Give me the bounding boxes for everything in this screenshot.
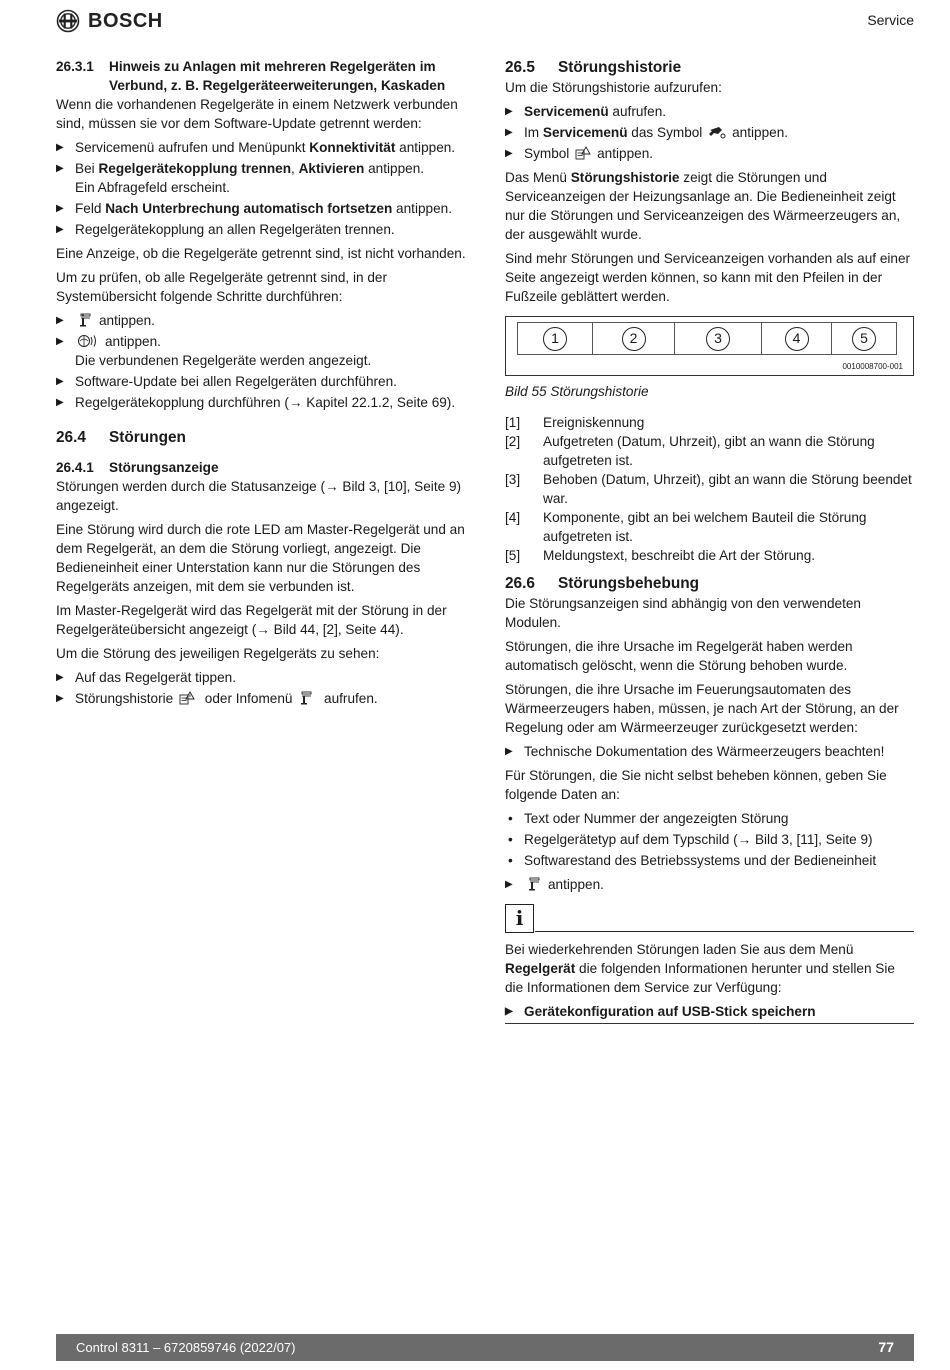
step-list: [56, 668, 468, 708]
step-item: ▶ antippen.: [56, 311, 468, 330]
legend-key: [1]: [505, 415, 521, 430]
network-icon: [77, 334, 99, 348]
figure-row: [517, 322, 897, 355]
figure-code: 0010008700-001: [842, 362, 903, 371]
step-list: [505, 102, 914, 163]
section-label: Service: [867, 12, 914, 28]
legend-text: Meldungstext, beschreibt die Art der Störung.: [543, 548, 816, 563]
callout-marker: 3: [706, 327, 730, 351]
paragraph: Störungen, die ihre Ursache im Feuerungsautomaten des Wärmeerzeugers haben, müssen, je nach Art der Störung, an der Regelung oder am Wärmeerzeuger zurückgesetzt werden:: [505, 682, 899, 735]
callout-marker: 2: [622, 327, 646, 351]
note-end-rule: [505, 1023, 914, 1024]
brand-name: BOSCH: [88, 9, 163, 32]
step-list: [505, 742, 914, 761]
figure-legend: [505, 413, 914, 565]
paragraph: Um zu prüfen, ob alle Regelgeräte getrennt sind, in der Systemübersicht folgende Schritte durchführen:: [56, 270, 387, 304]
legend-text: Komponente, gibt an bei welchem Bauteil die Störung aufgetreten ist.: [543, 510, 867, 544]
heading-26-4-1: 26.4.1 Störungsanzeige: [56, 460, 219, 475]
paragraph: Eine Störung wird durch die rote LED am Master-Regelgerät und an dem Regelgerät, an dem die Störung vorliegt, angezeigt. Die Bedieneinheit einer Unterstation kann nur die Störungen des Regelgeräts anzeigen, mit dem sie verbunden ist.: [56, 522, 465, 594]
step-item: ▶ Im Servicemenü das Symbol antippen.: [505, 123, 914, 142]
legend-text: Aufgetreten (Datum, Uhrzeit), gibt an wann die Störung aufgetreten ist.: [543, 434, 875, 468]
step-item: ▶ Feld Nach Unterbrechung automatisch fortsetzen antippen.: [56, 199, 468, 218]
step-list: [56, 138, 468, 239]
info-menu-icon: [77, 313, 93, 327]
step-list: [56, 311, 468, 412]
callout-marker: 1: [543, 327, 567, 351]
paragraph: Wenn die vorhandenen Regelgeräte in einem Netzwerk verbunden sind, müssen sie vor dem Software-Update getrennt werden:: [56, 97, 458, 131]
heading-26-3-1-cont: Verbund, z. B. Regelgeräteerweiterungen, Kaskaden: [109, 78, 446, 93]
paragraph: Für Störungen, die Sie nicht selbst beheben können, geben Sie folgende Daten an:: [505, 768, 887, 802]
callout-marker: 4: [785, 327, 809, 351]
paragraph: Eine Anzeige, ob die Regelgeräte getrennt sind, ist nicht vorhanden.: [56, 246, 466, 261]
heading-26-6: 26.6 Störungsbehebung: [505, 575, 700, 592]
fault-history-icon: [179, 691, 195, 705]
step-item: ▶ Bei Regelgerätekopplung trennen, Aktivieren antippen. Ein Abfragefeld erscheint.: [56, 159, 468, 197]
figure-cell: [675, 323, 762, 354]
step-item: ▶ antippen. Die verbundenen Regelgeräte werden angezeigt.: [56, 332, 468, 370]
legend-text: Behoben (Datum, Uhrzeit), gibt an wann die Störung beendet war.: [543, 472, 912, 506]
figure-cell: [832, 323, 896, 354]
info-menu-icon: [526, 877, 542, 891]
step-item: ▶ Servicemenü aufrufen.: [505, 102, 914, 121]
figure-caption: Bild 55 Störungshistorie: [505, 384, 649, 399]
legend-key: [2]: [505, 434, 521, 449]
heading-26-3-1: 26.3.1 Hinweis zu Anlagen mit mehreren Regelgeräten im: [56, 59, 436, 74]
bosch-armature-icon: [56, 9, 80, 33]
step-result: Ein Abfragefeld erscheint.: [75, 180, 230, 195]
bullet-item: • Softwarestand des Betriebssystems und der Bedieneinheit: [505, 851, 914, 870]
legend-key: [5]: [505, 548, 521, 563]
figure-fault-history: [505, 316, 914, 376]
legend-key: [4]: [505, 510, 521, 525]
step-item: ▶ Technische Dokumentation des Wärmeerzeugers beachten!: [505, 742, 914, 761]
page-number: 77: [878, 1339, 894, 1355]
heading-26-5: 26.5 Störungshistorie: [505, 59, 682, 76]
paragraph: Um die Störungshistorie aufzurufen:: [505, 80, 722, 95]
paragraph: Um die Störung des jeweiligen Regelgeräts zu sehen:: [56, 646, 380, 661]
step-item: ▶ Gerätekonfiguration auf USB-Stick speichern: [505, 1002, 914, 1021]
paragraph: Störungen werden durch die Statusanzeige (→ Bild 3, [10], Seite 9) angezeigt.: [56, 479, 462, 513]
document-reference: Control 8311 – 6720859746 (2022/07): [76, 1340, 296, 1355]
step-item: ▶ Software-Update bei allen Regelgeräten durchführen.: [56, 372, 468, 391]
paragraph: Sind mehr Störungen und Serviceanzeigen vorhanden als auf einer Seite angezeigt werden können, so kann mit den Pfeilen in der Fußzeile geblättert werden.: [505, 251, 911, 304]
step-item: ▶ Regelgerätekopplung an allen Regelgeräten trennen.: [56, 220, 468, 239]
figure-cell: [762, 323, 832, 354]
paragraph: Die Störungsanzeigen sind abhängig von den verwendeten Modulen.: [505, 596, 861, 630]
legend-text: Ereigniskennung: [543, 415, 645, 430]
step-item: ▶ Regelgerätekopplung durchführen (→ Kapitel 22.1.2, Seite 69).: [56, 393, 468, 412]
left-column: [56, 57, 468, 713]
bullet-item: • Text oder Nummer der angezeigten Störung: [505, 809, 914, 828]
heading-26-4: 26.4 Störungen: [56, 429, 186, 446]
step-item: ▶ antippen.: [505, 875, 914, 894]
step-item: ▶ Servicemenü aufrufen und Menüpunkt Konnektivität antippen.: [56, 138, 468, 157]
callout-marker: 5: [852, 327, 876, 351]
step-result: Die verbundenen Regelgeräte werden angezeigt.: [75, 353, 372, 368]
paragraph: Das Menü Störungshistorie zeigt die Störungen und Serviceanzeigen der Heizungsanlage an. Die Bedieneinheit zeigt nur die Störungen und Serviceanzeigen des Wärmeerzeugers an, der ausgewählt wurde.: [505, 170, 901, 242]
bullet-list: [505, 809, 914, 870]
figure-cell: [593, 323, 675, 354]
paragraph: Störungen, die ihre Ursache im Regelgerät haben werden automatisch gelöscht, wenn die Störung behoben wurde.: [505, 639, 853, 673]
note-text: Bei wiederkehrenden Störungen laden Sie aus dem Menü Regelgerät die folgenden Informationen herunter und stellen Sie die Informationen dem Service zur Verfügung:: [505, 942, 895, 995]
right-column: [505, 57, 914, 1024]
step-list: [505, 1002, 914, 1021]
step-item: ▶ Störungshistorie oder Infomenü aufrufen.: [56, 689, 468, 708]
bosch-logo: [56, 8, 163, 34]
page-footer: [56, 1334, 914, 1361]
info-menu-icon: [298, 691, 314, 705]
step-item: ▶ Auf das Regelgerät tippen.: [56, 668, 468, 687]
legend-key: [3]: [505, 472, 521, 487]
paragraph: Im Master-Regelgerät wird das Regelgerät mit der Störung in der Regelgeräteübersicht angezeigt (→ Bild 44, [2], Seite 44).: [56, 603, 447, 637]
step-item: ▶ Symbol antippen.: [505, 144, 914, 163]
info-note-icon: i: [505, 904, 534, 933]
service-tool-icon: [708, 125, 726, 139]
fault-history-icon: [575, 146, 591, 160]
note-header: [505, 904, 914, 934]
step-list: [505, 875, 914, 894]
bullet-item: • Regelgerätetyp auf dem Typschild (→ Bild 3, [11], Seite 9): [505, 830, 914, 849]
figure-cell: [518, 323, 593, 354]
